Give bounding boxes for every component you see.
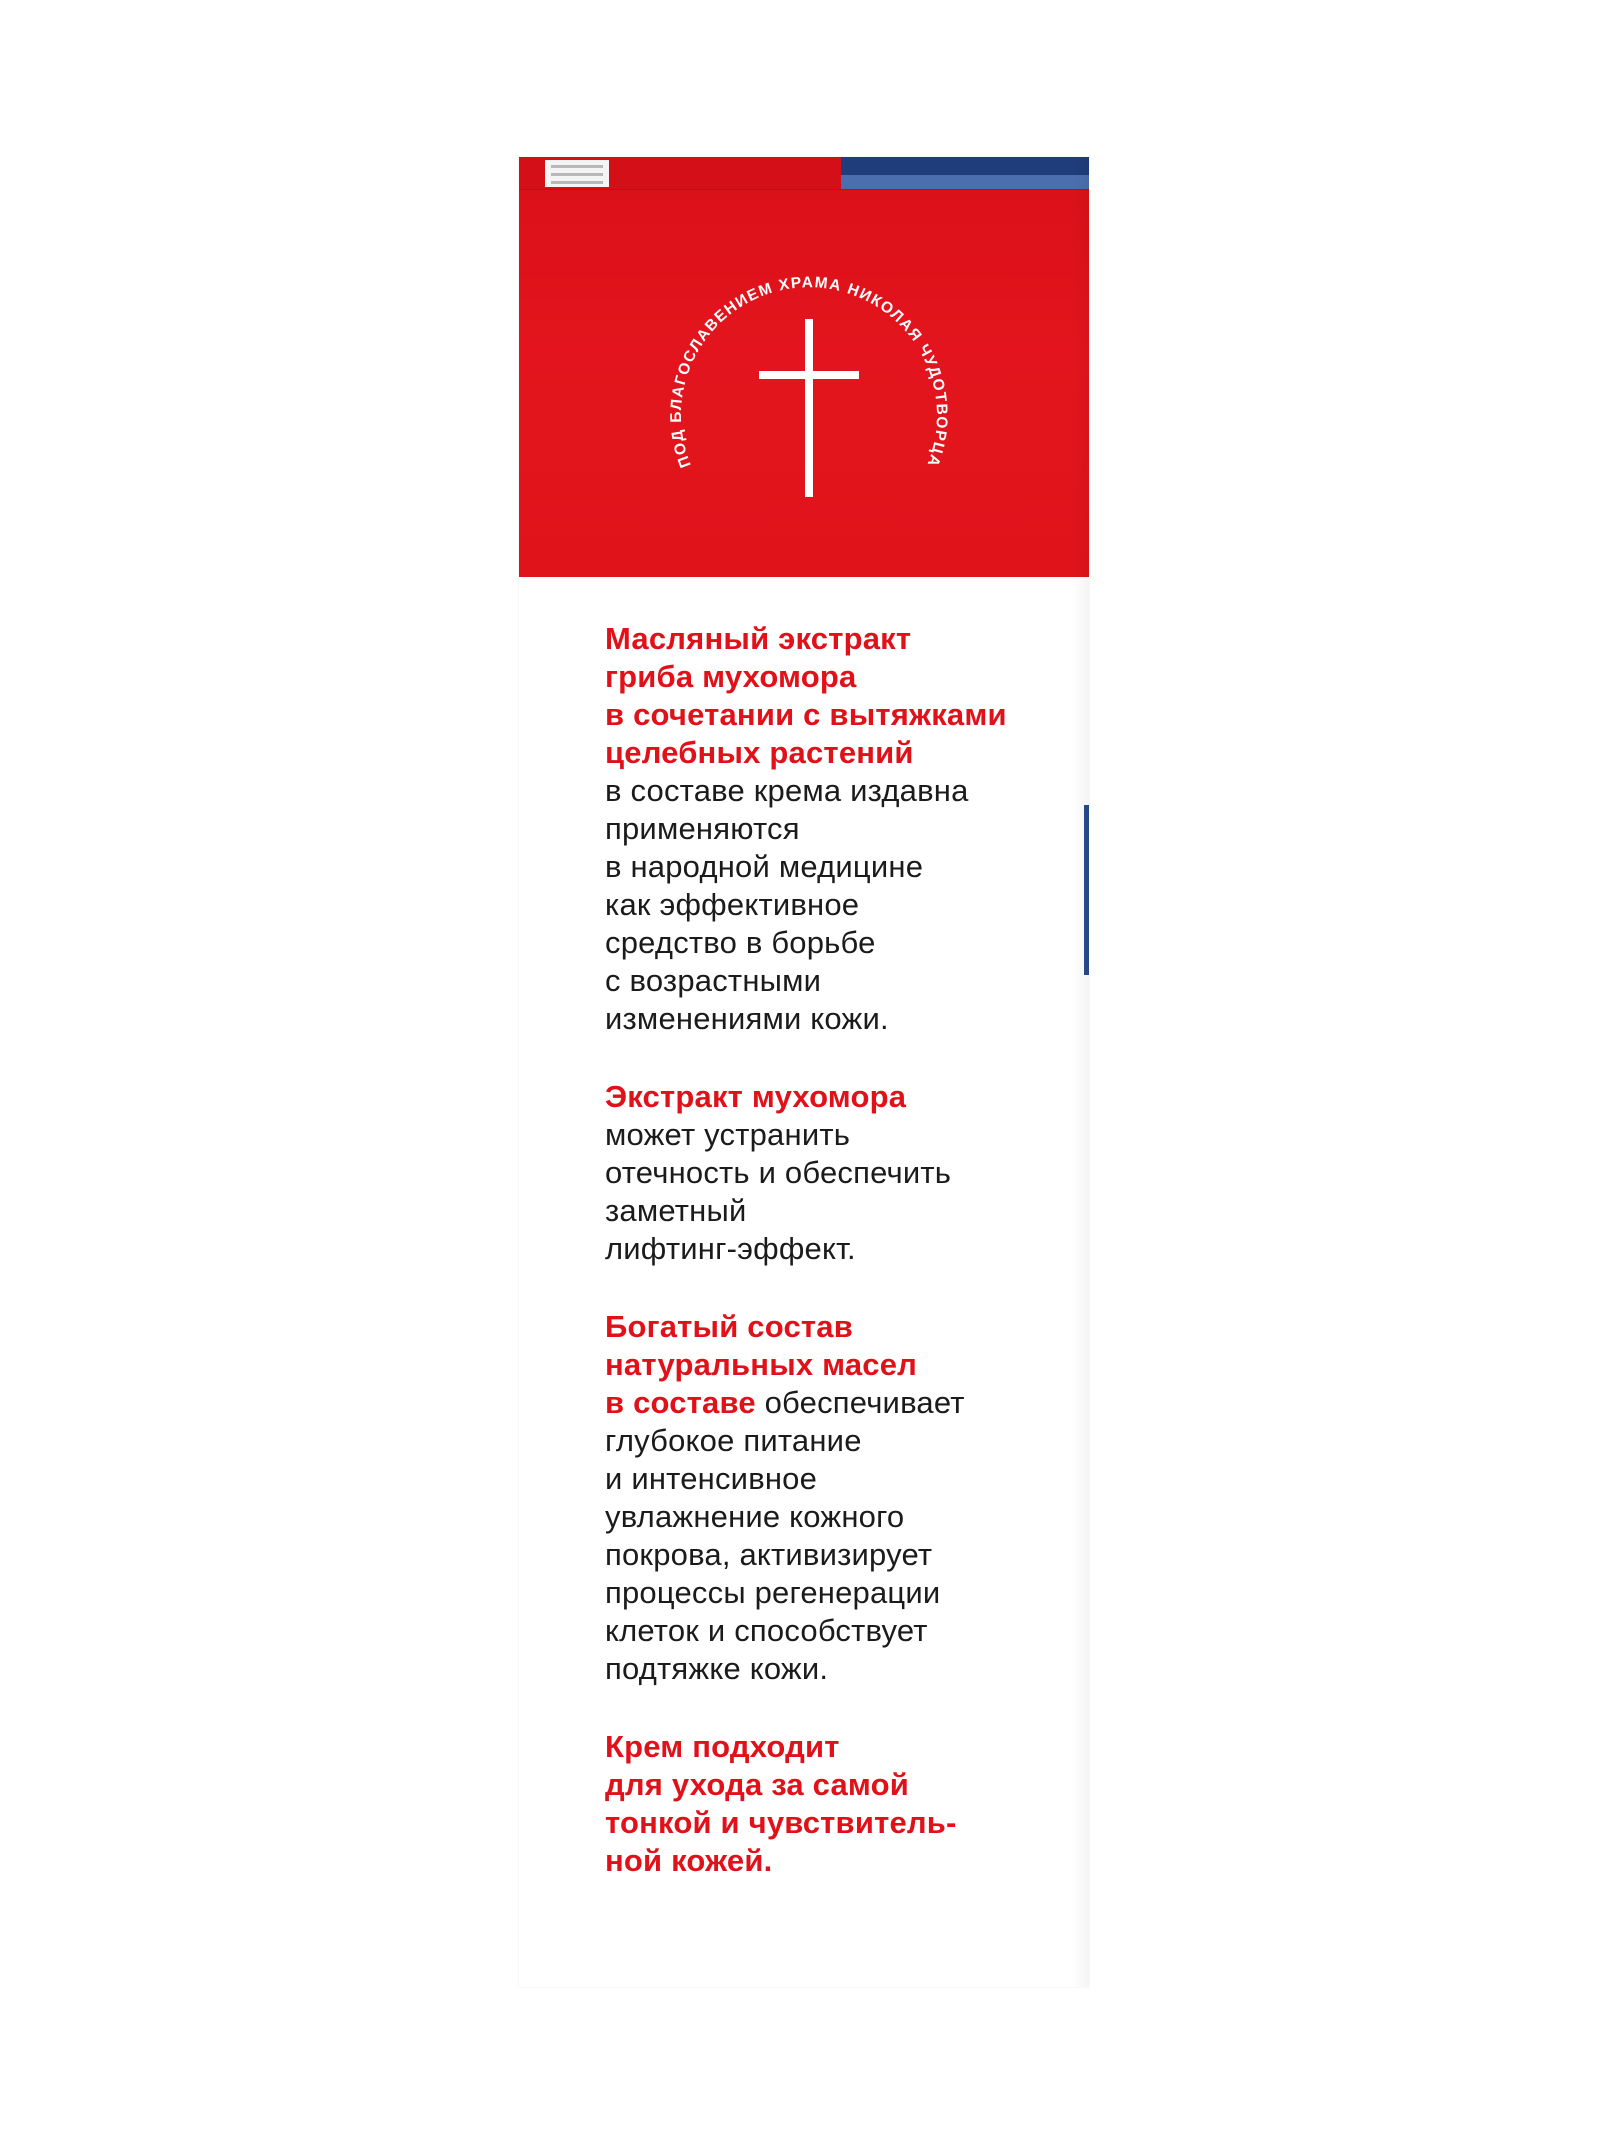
highlight-line: натуральных масел [605, 1347, 918, 1382]
highlight-line: Экстракт мухомора [605, 1079, 907, 1114]
body-line: применяются [605, 811, 800, 846]
body-line: глубокое питание [605, 1423, 862, 1458]
box-top-flap [519, 157, 1089, 190]
body-line: заметный [605, 1193, 747, 1228]
paragraph-sensitive-skin [605, 1728, 1065, 1880]
body-line: лифтинг-эффект. [605, 1231, 856, 1266]
highlight-line: Богатый состав [605, 1309, 853, 1344]
highlight-line: в сочетании с вытяжками [605, 697, 1007, 732]
red-top-panel [519, 157, 1089, 577]
blessing-seal [659, 257, 959, 557]
highlight-line: целебных растений [605, 735, 914, 770]
seal-arc-text: ПОД БЛАГОСЛАВЕНИЕМ ХРАМА НИКОЛАЯ ЧУДОТВОРЦА [667, 274, 951, 470]
flap-barcode-label [545, 160, 609, 187]
body-line: в народной медицине [605, 849, 924, 884]
flap-blue-stripe [841, 175, 1089, 189]
body-line: клеток и способствует [605, 1613, 928, 1648]
cross-icon [759, 319, 859, 497]
body-line: изменениями кожи. [605, 1001, 889, 1036]
body-line: в составе крема издавна [605, 773, 969, 808]
body-line: отечность и обеспечить [605, 1155, 952, 1190]
paragraph-lifting [605, 1078, 1065, 1268]
body-line: и интенсивное [605, 1461, 818, 1496]
body-line: покрова, активизирует [605, 1537, 933, 1572]
mixed-line [605, 1384, 1065, 1422]
highlight-line: тонкой и чувствитель- [605, 1805, 957, 1840]
body-line: процессы регенерации [605, 1575, 941, 1610]
highlight-line: для ухода за самой [605, 1767, 910, 1802]
description-text [605, 620, 1065, 1920]
body-fragment: обеспечивает [755, 1385, 965, 1420]
body-line: подтяжке кожи. [605, 1651, 829, 1686]
body-line: как эффективное [605, 887, 860, 922]
highlight-line: Масляный экстракт [605, 621, 912, 656]
highlight-line: Крем подходит [605, 1729, 840, 1764]
body-line: увлажнение кожного [605, 1499, 905, 1534]
highlight-fragment: в составе [605, 1385, 756, 1420]
body-line: средство в борьбе [605, 925, 876, 960]
product-box [519, 157, 1089, 1987]
paragraph-extract [605, 620, 1065, 1038]
paragraph-oils [605, 1308, 1065, 1688]
body-line: с возрастными [605, 963, 822, 998]
box-side-shade [1071, 157, 1089, 1987]
highlight-line: ной кожей. [605, 1843, 773, 1878]
highlight-line: гриба мухомора [605, 659, 857, 694]
body-line: может устранить [605, 1117, 851, 1152]
